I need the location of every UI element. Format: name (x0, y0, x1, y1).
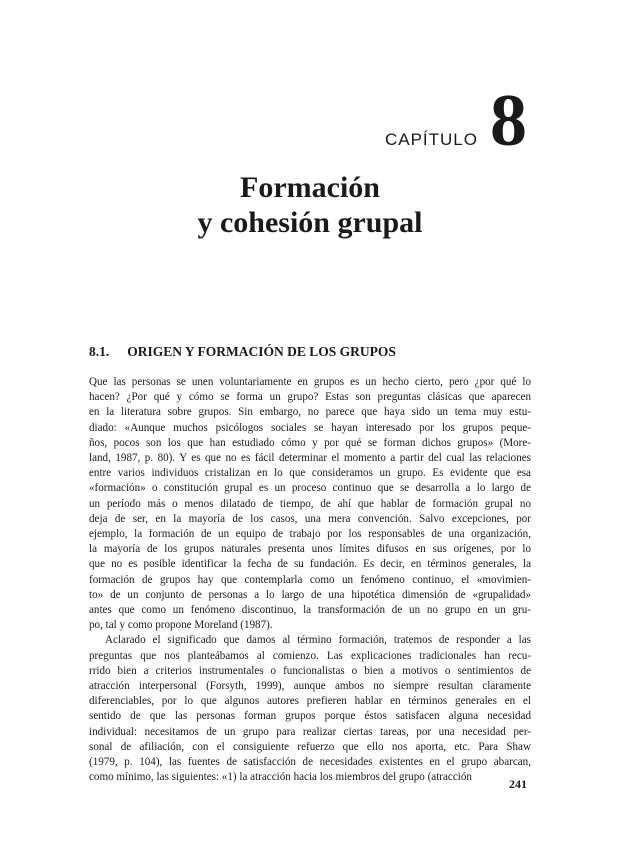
text-line: to» de un conjunto de personas a lo largo de una hipotética dimensión de «grupalidad» (89, 588, 531, 601)
text-line: individual: necesitamos de un grupo para realizar ciertas tareas, por una necesidad per- (89, 725, 531, 738)
text-line: diado: «Aunque muchos psicólogos sociales se hayan interesado por los grupos peque- (89, 421, 531, 434)
body-text (89, 375, 531, 785)
text-line: atracción interpersonal (Forsyth, 1999), aunque ambos no siempre resultan claramente (89, 680, 531, 693)
chapter-title (0, 170, 620, 240)
text-line: en la literatura sobre grupos. Sin embargo, no parece que haya sido un tema muy estu- (89, 406, 531, 419)
text-line: Aclarado el significado que damos al término formación, tratemos de responder a las (105, 634, 531, 647)
section-number: 8.1. (89, 344, 110, 359)
section-heading (89, 344, 396, 360)
text-line: formación de grupos hay que contemplarla como un fenómeno continuo, el «movimien- (89, 573, 531, 586)
text-line: deja de ser, en la mayoría de los casos, una mera convención. Salvo excepciones, por (89, 512, 531, 525)
chapter-title-line-2: y cohesión grupal (197, 206, 423, 239)
text-line: preguntas que nos planteábamos al comienzo. Las explicaciones tradicionales han recu- (89, 649, 531, 662)
text-line: hacen? ¿Por qué y cómo se forma un grupo? Estas son preguntas clásicas que aparecen (89, 391, 531, 404)
text-line: ños, pocos son los que han estudiado cómo y por qué se forman dichos grupos» (More- (89, 436, 531, 449)
text-line: la mayoría de los grupos naturales presenta unos límites difusos en sus orígenes, por lo (89, 543, 531, 556)
text-line: land, 1987, p. 80). Y es que no es fácil determinar el momento a partir del cual las relaciones (89, 452, 531, 465)
section-title: ORIGEN Y FORMACIÓN DE LOS GRUPOS (127, 344, 396, 359)
text-line: antes que como un fenómeno discontinuo, la transformación de un no grupo en un gru- (89, 604, 531, 617)
text-line: un período más o menos dilatado de tiempo, de ahí que hablar de formación grupal no (89, 497, 531, 510)
text-line: como mínimo, las siguientes: «1) la atracción hacia los miembros del grupo (atracción (89, 771, 472, 784)
text-line: (1979, p. 104), las fuentes de satisfacción de necesidades existentes en el grupo abarcan, (89, 756, 531, 769)
text-line: rrido bien a criterios instrumentales o funcionalistas o bien a motivos o sentimientos de (89, 664, 531, 677)
chapter-label: CAPÍTULO (384, 130, 478, 149)
text-line: Que las personas se unen voluntariamente en grupos es un hecho cierto, pero ¿por qué lo (89, 376, 531, 388)
text-line: diferenciables, por lo que algunos autores prefieren hablar en términos generales en el (89, 695, 531, 708)
text-line: sonal de afiliación, con el consiguiente refuerzo que ello nos aporta, etc. Para Shaw (89, 740, 531, 753)
page-number: 241 (509, 777, 527, 791)
chapter-header (384, 80, 527, 162)
text-line: ejemplo, la formación de un equipo de trabajo por los responsables de una organización, (89, 528, 531, 541)
text-line: entre varios individuos cristalizan en lo que consideramos un grupo. Es evidente que esa (89, 467, 531, 480)
chapter-title-line-1: Formación (240, 171, 380, 204)
text-line: que no es posible identificar la fecha de su fundación. Es decir, en términos generales, la (89, 558, 531, 571)
text-line: sentido de que las personas forman grupos porque éstos satisfacen alguna necesidad (89, 710, 531, 723)
paragraph-1 (89, 375, 531, 633)
paragraph-2 (89, 633, 531, 785)
text-line: «formación» o constitución grupal es un proceso continuo que se desarrolla a lo largo de (89, 482, 531, 495)
text-line: po, tal y como propone Moreland (1987). (89, 619, 273, 632)
chapter-number: 8 (490, 80, 527, 162)
